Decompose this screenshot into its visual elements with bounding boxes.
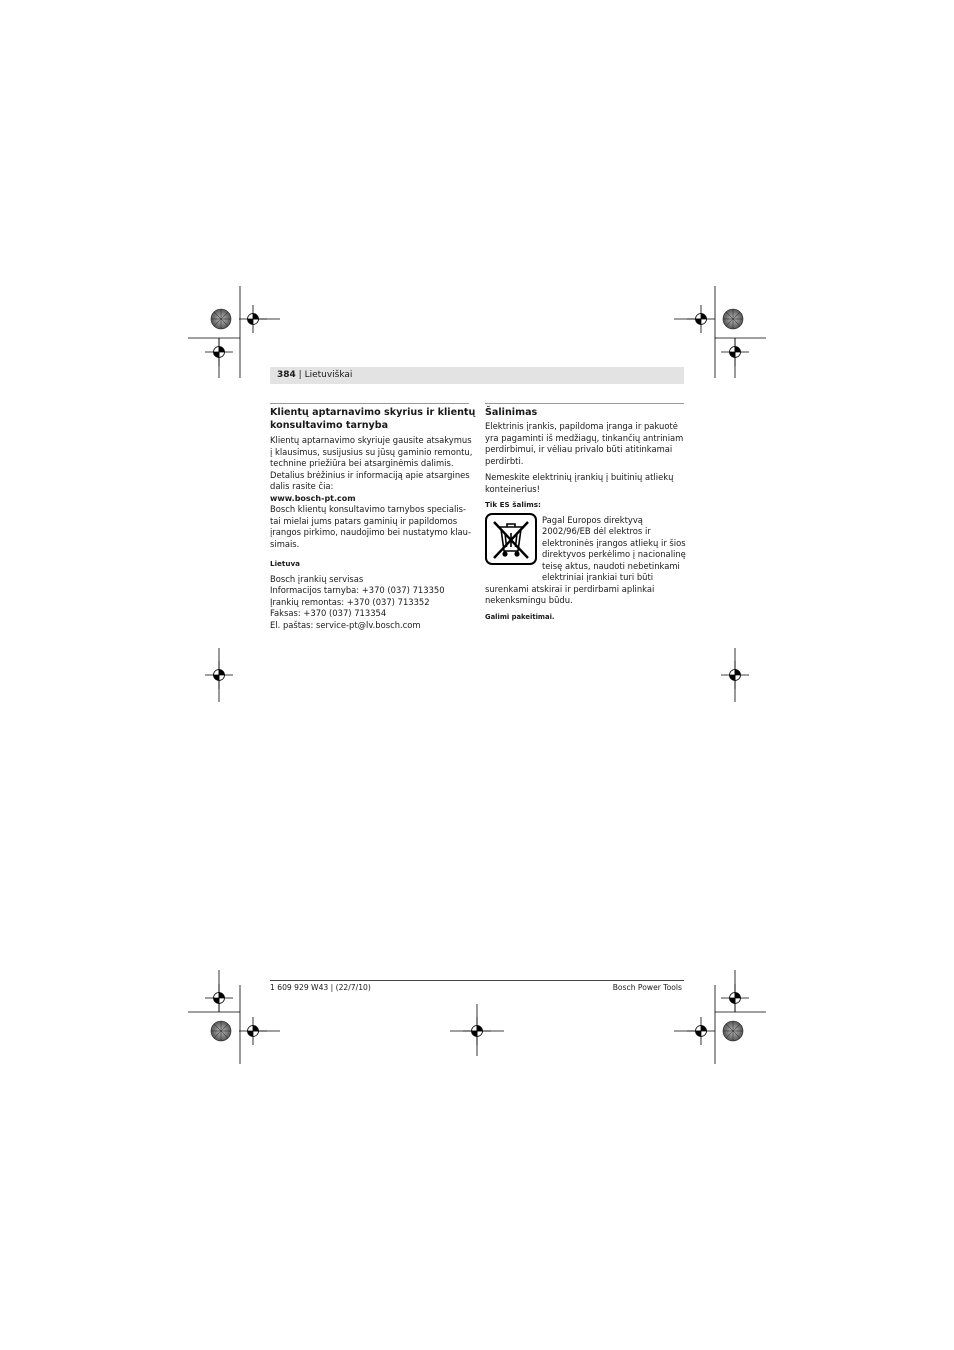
section-title-disposal: Šalinimas <box>485 407 538 418</box>
header-separator: | <box>295 370 305 380</box>
text-line: yra pagaminti iš medžiagų, tinkančių antriniam <box>485 432 684 443</box>
country-heading: Lietuva <box>270 559 301 568</box>
text-line: Elektrinis įrankis, papildoma įranga ir pakuotė <box>485 421 678 431</box>
contact-line: Informacijos tarnyba: +370 (037) 713350 <box>270 585 445 595</box>
right-column-rule <box>485 403 684 404</box>
contact-block <box>270 574 480 632</box>
text-line: Detalius brėžinius ir informaciją apie atsargines <box>270 469 470 480</box>
footer-rule <box>270 980 684 981</box>
contact-line[interactable]: El. paštas: service-pt@lv.bosch.com <box>270 619 421 630</box>
text-line: surenkami atskirai ir perdirbami aplinkai <box>485 583 655 594</box>
running-header <box>277 367 352 384</box>
contact-line: Faksas: +370 (037) 713354 <box>270 608 387 618</box>
title-line: konsultavimo tarnyba <box>270 420 389 431</box>
text-line: Klientų aptarnavimo skyriuje gausite atsakymus <box>270 435 472 445</box>
text-line: elektriniai įrankiai turi būti <box>542 572 654 582</box>
household-warning <box>485 472 690 495</box>
text-line: direktyvos perkėlimo į nacionalinę <box>542 549 686 559</box>
section-title-customer-service <box>270 406 480 432</box>
footer-brand: Bosch Power Tools <box>612 983 682 992</box>
footer-doc-code: 1 609 929 W43 | (22/7/10) <box>270 983 371 992</box>
text-line: įrangos pirkimo, naudojimo bei nustatymo klau- <box>270 527 472 537</box>
text-line: 2002/96/EB dėl elektros ir <box>542 526 651 536</box>
text-line: technine priežiūra bei atsarginėmis dalimis. <box>270 458 454 468</box>
weee-crossed-bin-icon <box>485 513 537 565</box>
text-line: tai mielai jums patars gaminių ir papildomos <box>270 515 458 526</box>
header-language: Lietuviškai <box>304 370 353 380</box>
text-line: perdirbti. <box>485 455 524 466</box>
left-column <box>270 406 480 631</box>
text-line: Nemeskite elektrinių įrankių į buitinių atliekų <box>485 472 674 482</box>
text-line: dalis rasite čia: <box>270 481 334 491</box>
service-paragraph <box>270 435 480 493</box>
text-line: Pagal Europos direktyvą <box>542 514 643 525</box>
text-line: teisę aktus, naudoti nebetinkami <box>542 560 680 571</box>
text-line: konteinerius! <box>485 483 541 494</box>
text-line: perdirbimui, ir vėliau privalo būti atitinkamai <box>485 444 673 454</box>
left-column-rule <box>270 403 469 404</box>
text-line: simais. <box>270 538 300 549</box>
contact-line: Įrankių remontas: +370 (037) 713352 <box>270 596 430 607</box>
changes-note: Galimi pakeitimai. <box>485 612 555 621</box>
consulting-paragraph <box>270 504 480 550</box>
text-line: į klausimus, susijusius su jūsų gaminio remontu, <box>270 446 473 457</box>
text-line: elektroninės įrangos atliekų ir šios <box>542 537 686 548</box>
contact-line: Bosch įrankių servisas <box>270 573 364 584</box>
page-number: 384 <box>277 370 296 380</box>
text-line: Bosch klientų konsultavimo tarnybos specialis- <box>270 504 467 514</box>
title-line: Klientų aptarnavimo skyrius ir klientų <box>270 407 476 418</box>
text-line: nekenksmingu būdu. <box>485 595 573 605</box>
eu-directive-text-below <box>485 584 690 607</box>
disposal-paragraph <box>485 421 690 467</box>
eu-only-heading: Tik ES šalims: <box>485 500 541 509</box>
bosch-url-link[interactable]: www.bosch-pt.com <box>270 493 356 503</box>
